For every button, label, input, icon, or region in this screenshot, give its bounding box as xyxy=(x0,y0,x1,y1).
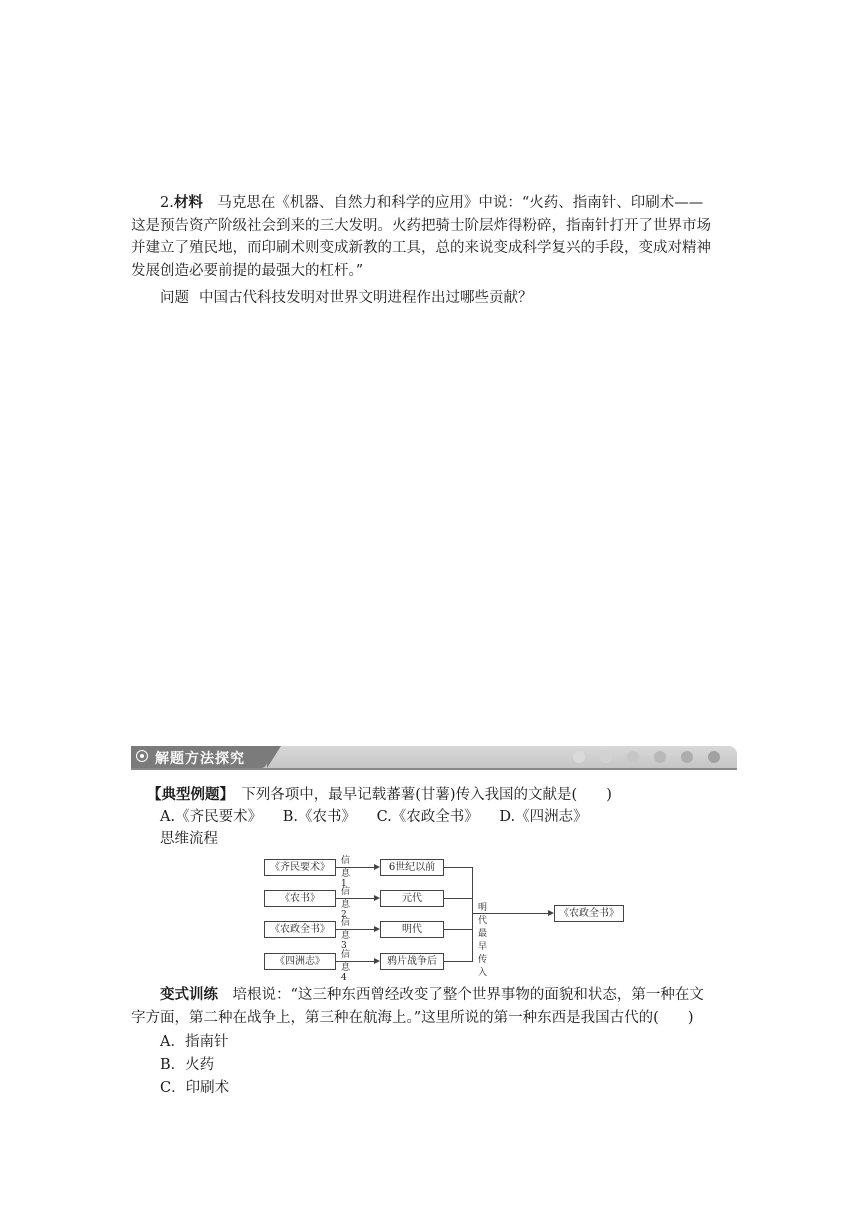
example-stem: 下列各项中，最早记载蕃薯(甘薯)传入我国的文献是( ) xyxy=(241,787,612,803)
variant-option-a: A．指南针 xyxy=(160,1034,229,1050)
info-label: 信息3 xyxy=(341,918,351,951)
variant-option-c: C．印刷术 xyxy=(160,1080,230,1096)
material-label: 材料 xyxy=(173,194,203,211)
info-label: 信息1 xyxy=(341,856,351,889)
answer-box: 《农政全书》 xyxy=(554,905,624,922)
example-option-b: B.《农书》 xyxy=(282,809,356,825)
banner-tab xyxy=(131,746,267,768)
material-number: 2. xyxy=(160,195,174,211)
merge-line xyxy=(444,961,472,962)
era-box: 鸦片战争后 xyxy=(380,953,444,970)
banner-dot xyxy=(573,751,585,763)
book-box: 《农政全书》 xyxy=(264,921,336,938)
banner-dot xyxy=(627,751,639,763)
example-options xyxy=(160,805,588,826)
target-icon xyxy=(136,750,148,762)
material-line-2: 这是预告资产阶级社会到来的三大发明。火药把骑士阶层炸得粉碎，指南针打开了世界市场 xyxy=(131,217,711,234)
merge-line xyxy=(444,898,472,899)
info-label: 信息2 xyxy=(341,887,351,920)
variant-line-2: 字方面，第二种在战争上，第三种在航海上。”这里所说的第一种东西是我国古代的( ) xyxy=(131,1009,694,1026)
arrow-line xyxy=(336,961,374,962)
book-box: 《农书》 xyxy=(264,890,336,907)
example-option-d: D.《四洲志》 xyxy=(499,809,588,825)
question-line xyxy=(160,286,533,307)
arrow-line xyxy=(336,898,374,899)
example-option-c: C.《农政全书》 xyxy=(376,809,479,825)
arrow-line xyxy=(336,867,374,868)
banner-dot xyxy=(600,751,612,763)
merge-line xyxy=(444,929,472,930)
material-paragraph xyxy=(131,192,731,282)
material-line-4: 发展创造必要前提的最强大的杠杆。” xyxy=(131,262,364,279)
era-box: 明代 xyxy=(380,921,444,938)
merge-line xyxy=(444,867,472,868)
banner-title: 解题方法探究 xyxy=(155,751,245,767)
banner-dot xyxy=(681,751,693,763)
variant-label: 变式训练 xyxy=(160,987,218,1003)
info-label: 信息4 xyxy=(341,950,351,983)
variant-paragraph xyxy=(131,984,731,1029)
section-banner xyxy=(131,746,737,770)
question-text: 中国古代科技发明对世界文明进程作出过哪些贡献？ xyxy=(199,290,533,306)
banner-underline xyxy=(131,768,737,770)
arrow-line xyxy=(336,929,374,930)
material-line-3: 并建立了殖民地，而印刷术则变成新教的工具，总的来说变成科学复兴的手段，变成对精神 xyxy=(131,240,711,256)
example-stem-line xyxy=(147,783,612,804)
variant-line-1: 变式训练 培根说：“这三种东西曾经改变了整个世界事物的面貌和状态，第一种在文 xyxy=(160,987,704,1003)
era-box: 元代 xyxy=(380,890,444,907)
era-box: 6世纪以前 xyxy=(380,859,444,876)
banner-dot xyxy=(708,751,720,763)
question-label: 问题 xyxy=(160,290,189,306)
book-box: 《齐民要术》 xyxy=(264,859,336,876)
example-option-a: A.《齐民要术》 xyxy=(160,809,263,825)
example-tag: 【典型例题】 xyxy=(147,786,227,803)
flow-title: 思维流程 xyxy=(160,831,218,847)
banner-dot xyxy=(654,751,666,763)
merge-label: 明代最早传入 xyxy=(478,903,488,978)
variant-option-b: B．火药 xyxy=(160,1057,215,1073)
merge-vertical xyxy=(472,867,473,962)
book-box: 《四洲志》 xyxy=(264,953,336,970)
material-line-1: 2.材料 马克思在《机器、自然力和科学的应用》中说：“火药、指南针、印刷术—— xyxy=(160,194,704,211)
